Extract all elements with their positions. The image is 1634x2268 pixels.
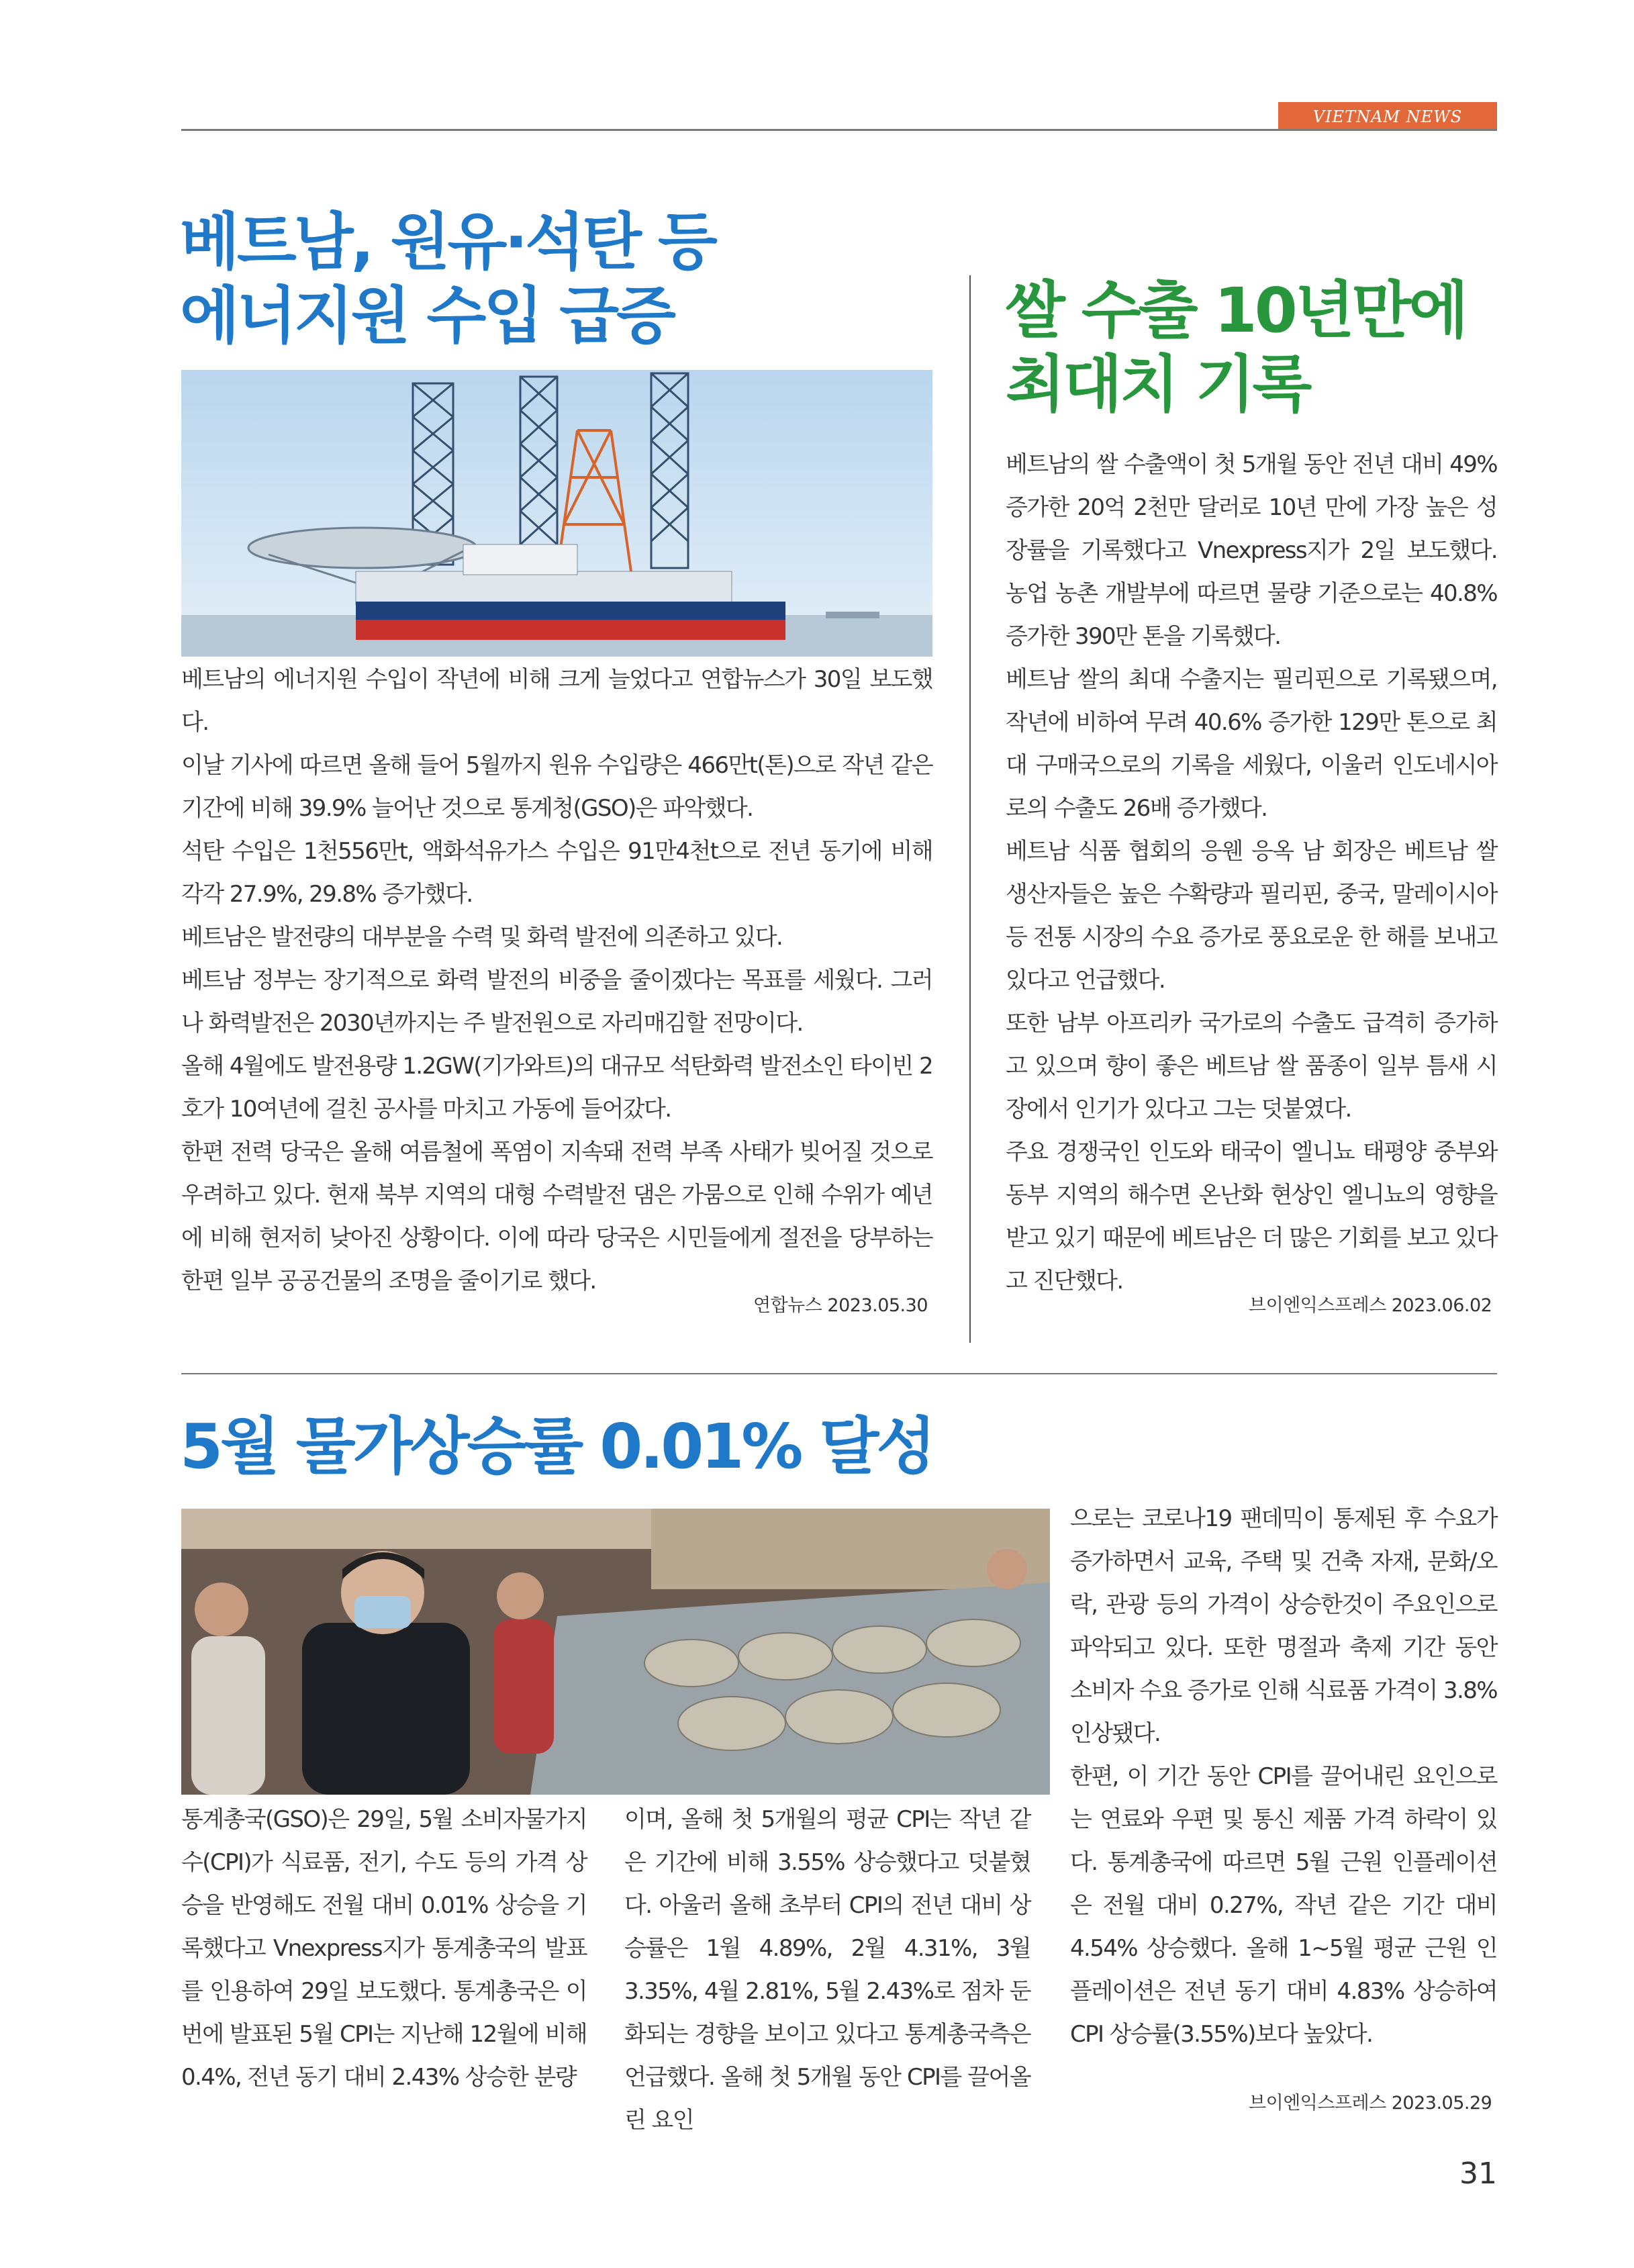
section-tag: VIETNAM NEWS	[1278, 102, 1497, 131]
article3-title: 5월 물가상승률 0.01% 달성	[180, 1411, 934, 1482]
article1-title-line1: 베트남, 원유·석탄 등	[180, 206, 715, 278]
article1-source: 연합뉴스 2023.05.30	[753, 1295, 928, 1316]
article1-paragraph: 올해 4월에도 발전용량 1.2GW(기가와트)의 대규모 석탄화력 발전소인 타이빈 2호가 10여년에 걸친 공사를 마치고 가동에 들어갔다.	[181, 1053, 932, 1123]
article1-paragraph: 이날 기사에 따르면 올해 들어 5월까지 원유 수입량은 466만t(톤)으로 작년 같은 기간에 비해 39.9% 늘어난 것으로 통계청(GSO)은 파악했다.	[181, 752, 932, 822]
article1-paragraph: 베트남 정부는 장기적으로 화력 발전의 비중을 줄이겠다는 목표를 세웠다. 그러나 화력발전은 2030년까지는 주 발전원으로 자리매김할 전망이다.	[181, 967, 932, 1037]
article2-title	[1006, 274, 1465, 422]
article2-title-line1: 쌀 수출 10년만에	[1006, 275, 1466, 346]
article3-column2	[624, 1798, 1030, 2142]
article1-title-line2: 에너지원 수입 급증	[180, 280, 674, 352]
column-divider	[969, 275, 971, 1343]
article3-col2-text: 이며, 올해 첫 5개월의 평균 CPI는 작년 같은 기간에 비해 3.55% 상승했다고 덧붙혔다. 아울러 올해 초부터 CPI의 전년 대비 상승률은 1월 4.89%, 2월 4.31%, 3월 3.35%, 4월 2.81%, 5월 2.43%로 점차 둔화되는 경향을 보이고 있다고 통계총국측은 언급했다. 올해 첫 5개월 동안 CPI를 끌어올린 요인	[624, 1806, 1030, 2134]
oil-rig-photo	[181, 370, 932, 657]
section-divider	[181, 1373, 1497, 1374]
article1-paragraph: 베트남의 에너지원 수입이 작년에 비해 크게 늘었다고 연합뉴스가 30일 보도했다.	[181, 666, 932, 736]
article3-col3-paragraph: 한편, 이 기간 동안 CPI를 끌어내린 요인으로는 연료와 우편 및 통신 제품 가격 하락이 있다. 통계총국에 따르면 5월 근원 인플레이션은 전월 대비 0.27%, 작년 같은 기간 대비 4.54% 상승했다. 올해 1~5월 평균 근원 인플레이션은 전년 동기 대비 4.83% 상승하여 CPI 상승률(3.55%)보다 높았다.	[1070, 1763, 1497, 2048]
article2-paragraph: 주요 경쟁국인 인도와 태국이 엘니뇨 태평양 중부와 동부 지역의 해수면 온난화 현상인 엘니뇨의 영향을 받고 있기 때문에 베트남은 더 많은 기회를 보고 있다고 진단했다.	[1006, 1139, 1497, 1294]
article3-col1-text: 통계총국(GSO)은 29일, 5월 소비자물가지수(CPI)가 식료품, 전기, 수도 등의 가격 상승을 반영해도 전월 대비 0.01% 상승을 기록했다고 Vnexpress지가 통계총국의 발표를 인용하여 29일 보도했다. 통계총국은 이번에 발표된 5월 CPI는 지난해 12월에 비해 0.4%, 전년 동기 대비 2.43% 상승한 분량	[181, 1806, 587, 2091]
article2-paragraph: 베트남의 쌀 수출액이 첫 5개월 동안 전년 대비 49% 증가한 20억 2천만 달러로 10년 만에 가장 높은 성장률을 기록했다고 Vnexpress지가 2일 보도했다. 농업 농촌 개발부에 따르면 물량 기준으로는 40.8% 증가한 390만 톤을 기록했다.	[1006, 451, 1497, 650]
article3-source: 브이엔익스프레스 2023.05.29	[1249, 2093, 1492, 2114]
article1-paragraph: 베트남은 발전량의 대부분을 수력 및 화력 발전에 의존하고 있다.	[181, 924, 783, 951]
article2-title-line2: 최대치 기록	[1006, 348, 1310, 420]
page-number: 31	[1459, 2157, 1497, 2191]
header-rule	[181, 129, 1497, 131]
article2-paragraph: 베트남 쌀의 최대 수출지는 필리핀으로 기록됐으며, 작년에 비하여 무려 40.6% 증가한 129만 톤으로 최대 구매국으로의 기록을 세웠다, 이울러 인도네시아로의 수출도 26배 증가했다.	[1006, 666, 1497, 822]
article3-column3	[1070, 1497, 1497, 2056]
article3-col3-paragraph: 으로는 코로나19 팬데믹이 통제된 후 수요가 증가하면서 교육, 주택 및 건축 자재, 문화/오락, 관광 등의 가격이 상승한것이 주요인으로 파악되고 있다. 또한 명절과 축제 기간 동안 소비자 수요 증가로 인해 식료품 가격이 3.8% 인상됐다.	[1070, 1505, 1497, 1747]
article1-body	[181, 658, 932, 1303]
article2-source: 브이엔익스프레스 2023.06.02	[1249, 1295, 1492, 1316]
supermarket-photo	[181, 1509, 1050, 1795]
article2-paragraph: 베트남 식품 협회의 응웬 응옥 남 회장은 베트남 쌀 생산자들은 높은 수확량과 필리핀, 중국, 말레이시아 등 전통 시장의 수요 증가로 풍요로운 한 해를 보내고 있다고 언급했다.	[1006, 838, 1497, 994]
article3-column1	[181, 1798, 587, 2099]
article1-title	[180, 205, 715, 353]
article1-paragraph: 석탄 수입은 1천556만t, 액화석유가스 수입은 91만4천t으로 전년 동기에 비해 각각 27.9%, 29.8% 증가했다.	[181, 838, 932, 908]
article2-body	[1006, 443, 1497, 1303]
article1-paragraph: 한편 전력 당국은 올해 여름철에 폭염이 지속돼 전력 부족 사태가 빚어질 것으로 우려하고 있다. 현재 북부 지역의 대형 수력발전 댐은 가뭄으로 인해 수위가 예년에 비해 현저히 낮아진 상황이다. 이에 따라 당국은 시민들에게 절전을 당부하는 한편 일부 공공건물의 조명을 줄이기로 했다.	[181, 1139, 932, 1294]
article2-paragraph: 또한 남부 아프리카 국가로의 수출도 급격히 증가하고 있으며 향이 좋은 베트남 쌀 품종이 일부 틈새 시장에서 인기가 있다고 그는 덧붙였다.	[1006, 1010, 1497, 1123]
